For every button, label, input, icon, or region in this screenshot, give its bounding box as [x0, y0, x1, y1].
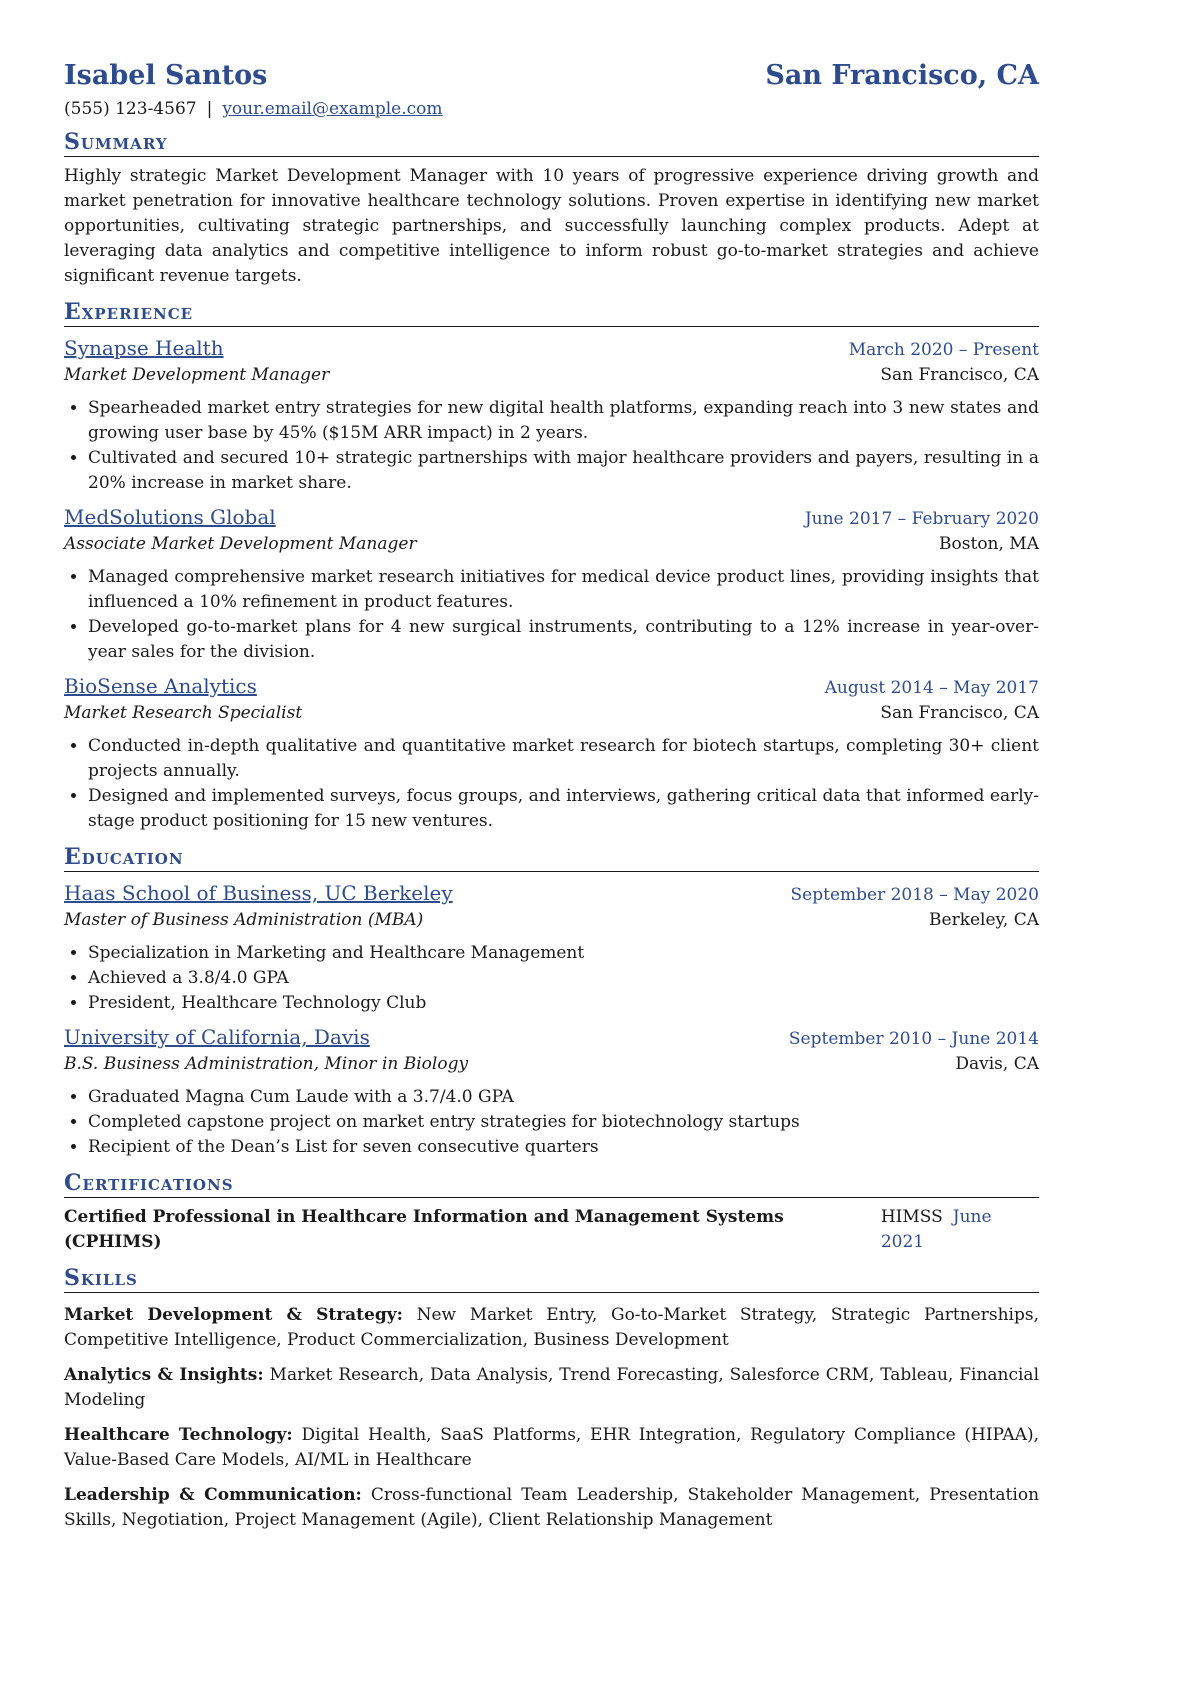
bullet-list: [64, 734, 1039, 834]
skill-group: [64, 1363, 1039, 1413]
resume-page: [64, 0, 1039, 1533]
bullet-list: [64, 1085, 1039, 1160]
education-dates: September 2010 – June 2014: [788, 1029, 1039, 1049]
bullet-item: • Graduated Magna Cum Laude with a 3.7/4.0 GPA: [88, 1085, 1039, 1110]
bullet-item: • Cultivated and secured 10+ strategic partnerships with major healthcare providers and payers, resulting in a 20% increase in market share.: [88, 446, 1039, 496]
phone-number: (555) 123-4567: [64, 99, 197, 119]
section-title-summary: Summary: [64, 129, 1039, 157]
skill-category: Leadership & Communication:: [64, 1485, 362, 1505]
employment-dates: June 2017 – February 2020: [804, 509, 1039, 529]
section-title-skills: Skills: [64, 1265, 1039, 1293]
education-section: [64, 844, 1039, 1160]
bullet-item: • Conducted in-depth qualitative and quantitative market research for biotech startups, completing 30+ client projects annually.: [88, 734, 1039, 784]
bullet-item: • Spearheaded market entry strategies for new digital health platforms, expanding reach into 3 new states and growing user base by 45% ($15M ARR impact) in 2 years.: [88, 396, 1039, 446]
skill-items: Cross-functional Team Leadership, Stakeholder Management, Presentation Skills, Negotiation, Project Management (Agile), Client Relationship Management: [64, 1485, 1040, 1530]
certification-item: [64, 1205, 1039, 1255]
skill-items: Digital Health, SaaS Platforms, EHR Integration, Regulatory Compliance (HIPAA), Value-Based Care Models, AI/ML in Healthcare: [64, 1425, 1040, 1470]
job-title: Associate Market Development Manager: [64, 534, 417, 554]
bullet-item: • Managed comprehensive market research initiatives for medical device product lines, providing insights that influenced a 10% refinement in product features.: [88, 565, 1039, 615]
school-location: Davis, CA: [955, 1054, 1039, 1074]
bullet-list: [64, 396, 1039, 496]
bullet-item: • Recipient of the Dean’s List for seven consecutive quarters: [88, 1135, 1039, 1160]
education-entry: [64, 1024, 1039, 1160]
employer-link[interactable]: MedSolutions Global: [64, 505, 276, 529]
contact-line: [64, 98, 1039, 120]
skill-group: [64, 1483, 1039, 1533]
employment-dates: August 2014 – May 2017: [824, 678, 1039, 698]
certification-issuer: HIMSS: [880, 1207, 943, 1227]
summary-text: Highly strategic Market Development Manager with 10 years of progressive experience driving growth and market penetration for innovative healthcare technology solutions. Proven expertise in identifying new market opportunities, cultivating strategic partnerships, and successfully launching complex products. Adept at leveraging data analytics and competitive intelligence to inform robust go-to-market strategies and achieve significant revenue targets.: [64, 166, 1039, 286]
contact-separator: |: [206, 99, 213, 119]
job-title: Market Research Specialist: [64, 703, 303, 723]
school-link[interactable]: University of California, Davis: [64, 1025, 370, 1049]
skill-category: Market Development & Strategy:: [64, 1305, 403, 1325]
degree-title: Master of Business Administration (MBA): [64, 910, 424, 930]
resume-header: [64, 56, 1039, 96]
candidate-location: San Francisco, CA: [765, 60, 1039, 91]
section-title-experience: Experience: [64, 299, 1039, 327]
education-entry: [64, 880, 1039, 1016]
section-title-certifications: Certifications: [64, 1170, 1039, 1198]
candidate-name: Isabel Santos: [64, 60, 268, 91]
school-location: Berkeley, CA: [929, 910, 1039, 930]
skill-items: New Market Entry, Go-to-Market Strategy, Strategic Partnerships, Competitive Intelligence, Product Commercialization, Business Development: [64, 1305, 1039, 1350]
experience-section: [64, 299, 1039, 834]
bullet-item: • Developed go-to-market plans for 4 new surgical instruments, contributing to a 12% increase in year-over-year sales for the division.: [88, 615, 1039, 665]
bullet-item: • Achieved a 3.8/4.0 GPA: [88, 966, 1039, 991]
employer-link[interactable]: BioSense Analytics: [64, 674, 257, 698]
skill-group: [64, 1303, 1039, 1353]
job-title: Market Development Manager: [64, 365, 330, 385]
skill-group: [64, 1423, 1039, 1473]
experience-entry: [64, 673, 1039, 834]
section-title-education: Education: [64, 844, 1039, 872]
experience-entry: [64, 504, 1039, 665]
job-location: San Francisco, CA: [880, 703, 1039, 723]
education-dates: September 2018 – May 2020: [790, 885, 1039, 905]
email-link[interactable]: your.email@example.com: [222, 99, 443, 119]
bullet-list: [64, 941, 1039, 1016]
skill-category: Healthcare Technology:: [64, 1425, 293, 1445]
skill-category: Analytics & Insights:: [64, 1365, 264, 1385]
bullet-item: • Specialization in Marketing and Healthcare Management: [88, 941, 1039, 966]
school-link[interactable]: Haas School of Business, UC Berkeley: [64, 881, 453, 905]
job-location: Boston, MA: [939, 534, 1039, 554]
employer-link[interactable]: Synapse Health: [64, 336, 224, 360]
bullet-item: • Completed capstone project on market entry strategies for biotechnology startups: [88, 1110, 1039, 1135]
certification-name: Certified Professional in Healthcare Information and Management Systems (CPHIMS): [64, 1207, 784, 1252]
bullet-list: [64, 565, 1039, 665]
skill-items: Market Research, Data Analysis, Trend Forecasting, Salesforce CRM, Tableau, Financial Modeling: [64, 1365, 1040, 1410]
employment-dates: March 2020 – Present: [848, 340, 1039, 360]
skills-section: [64, 1265, 1039, 1533]
certifications-section: [64, 1170, 1039, 1255]
job-location: San Francisco, CA: [880, 365, 1039, 385]
certification-date: June 2021: [880, 1207, 992, 1252]
experience-entry: [64, 335, 1039, 496]
bullet-item: • President, Healthcare Technology Club: [88, 991, 1039, 1016]
degree-title: B.S. Business Administration, Minor in Biology: [64, 1054, 469, 1074]
summary-section: [64, 129, 1039, 289]
bullet-item: • Designed and implemented surveys, focus groups, and interviews, gathering critical data that informed early-stage product positioning for 15 new ventures.: [88, 784, 1039, 834]
